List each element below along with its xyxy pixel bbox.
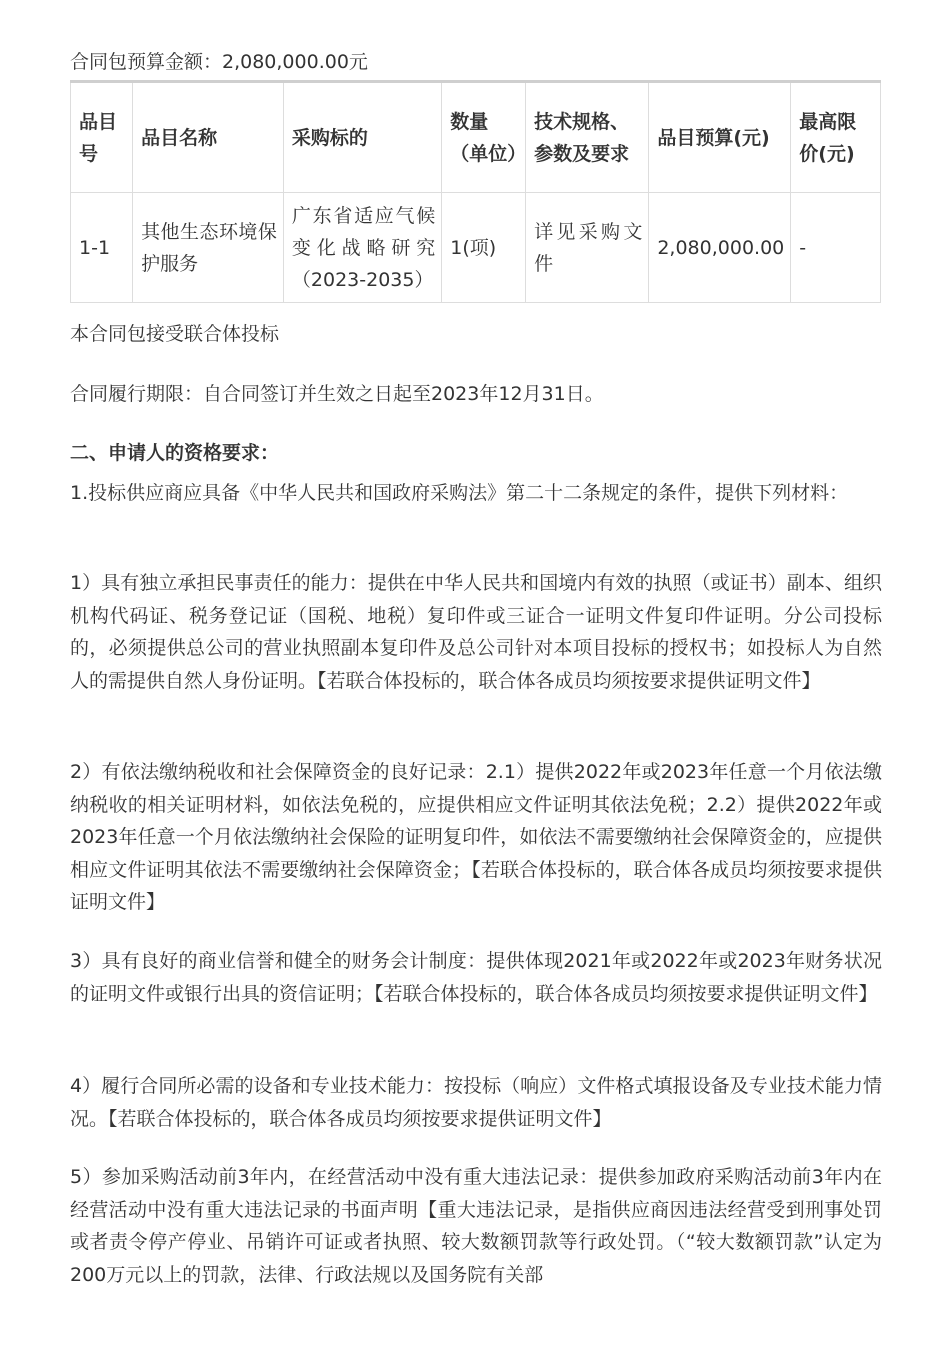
requirement-3: 3）具有良好的商业信誉和健全的财务会计制度：提供体现2021年或2022年或2023年财务状况的证明文件或银行出具的资信证明；【若联合体投标的，联合体各成员均须按要求提供证明文件】	[70, 950, 882, 1005]
contract-period: 合同履行期限：自合同签订并生效之日起至2023年12月31日。	[70, 383, 604, 405]
cell-budget: 2,080,000.00	[649, 193, 791, 303]
requirement-4: 4）履行合同所必需的设备和专业技术能力：按投标（响应）文件格式填报设备及专业技术能力情况。【若联合体投标的，联合体各成员均须按要求提供证明文件】	[70, 1075, 882, 1130]
table-row	[71, 193, 881, 303]
item-table	[70, 80, 881, 303]
header-item-name: 品目名称	[133, 82, 284, 193]
cell-spec: 详见采购文件	[526, 193, 649, 303]
header-spec: 技术规格、参数及要求	[526, 82, 649, 193]
consortium-note: 本合同包接受联合体投标	[70, 323, 280, 345]
cell-item-name: 其他生态环境保护服务	[133, 193, 284, 303]
header-budget: 品目预算(元)	[649, 82, 791, 193]
requirement-intro: 1.投标供应商应具备《中华人民共和国政府采购法》第二十二条规定的条件，提供下列材料：	[70, 482, 849, 504]
cell-max-price: -	[791, 193, 881, 303]
table-header-row	[71, 82, 881, 193]
budget-amount: 合同包预算金额：2,080,000.00元	[70, 51, 368, 73]
header-item-no: 品目号	[71, 82, 133, 193]
header-max-price: 最高限价(元)	[791, 82, 881, 193]
cell-target: 广东省适应气候变化战略研究（2023-2035）	[283, 193, 441, 303]
header-quantity: 数量（单位）	[442, 82, 526, 193]
requirement-5: 5）参加采购活动前3年内，在经营活动中没有重大违法记录：提供参加政府采购活动前3年内在经营活动中没有重大违法记录的书面声明【重大违法记录，是指供应商因违法经营受到刑事处罚或者责令停产停业、吊销许可证或者执照、较大数额罚款等行政处罚。（“较大数额罚款”认定为200万元以上的罚款，法律、行政法规以及国务院有关部	[70, 1166, 882, 1286]
cell-item-no: 1-1	[71, 193, 133, 303]
section-title: 二、申请人的资格要求：	[70, 442, 280, 464]
requirement-2: 2）有依法缴纳税收和社会保障资金的良好记录：2.1）提供2022年或2023年任意一个月依法缴纳税收的相关证明材料，如依法免税的，应提供相应文件证明其依法免税；2.2）提供2022年或2023年任意一个月依法缴纳社会保险的证明复印件，如依法不需要缴纳社会保障资金的，应提供相应文件证明其依法不需要缴纳社会保障资金；【若联合体投标的，联合体各成员均须按要求提供证明文件】	[70, 761, 882, 914]
requirement-1: 1）具有独立承担民事责任的能力：提供在中华人民共和国境内有效的执照（或证书）副本、组织机构代码证、税务登记证（国税、地税）复印件或三证合一证明文件复印件证明。分公司投标的，必须提供总公司的营业执照副本复印件及总公司针对本项目投标的授权书；如投标人为自然人的需提供自然人身份证明。【若联合体投标的，联合体各成员均须按要求提供证明文件】	[70, 572, 882, 692]
header-target: 采购标的	[283, 82, 441, 193]
cell-quantity: 1(项)	[442, 193, 526, 303]
